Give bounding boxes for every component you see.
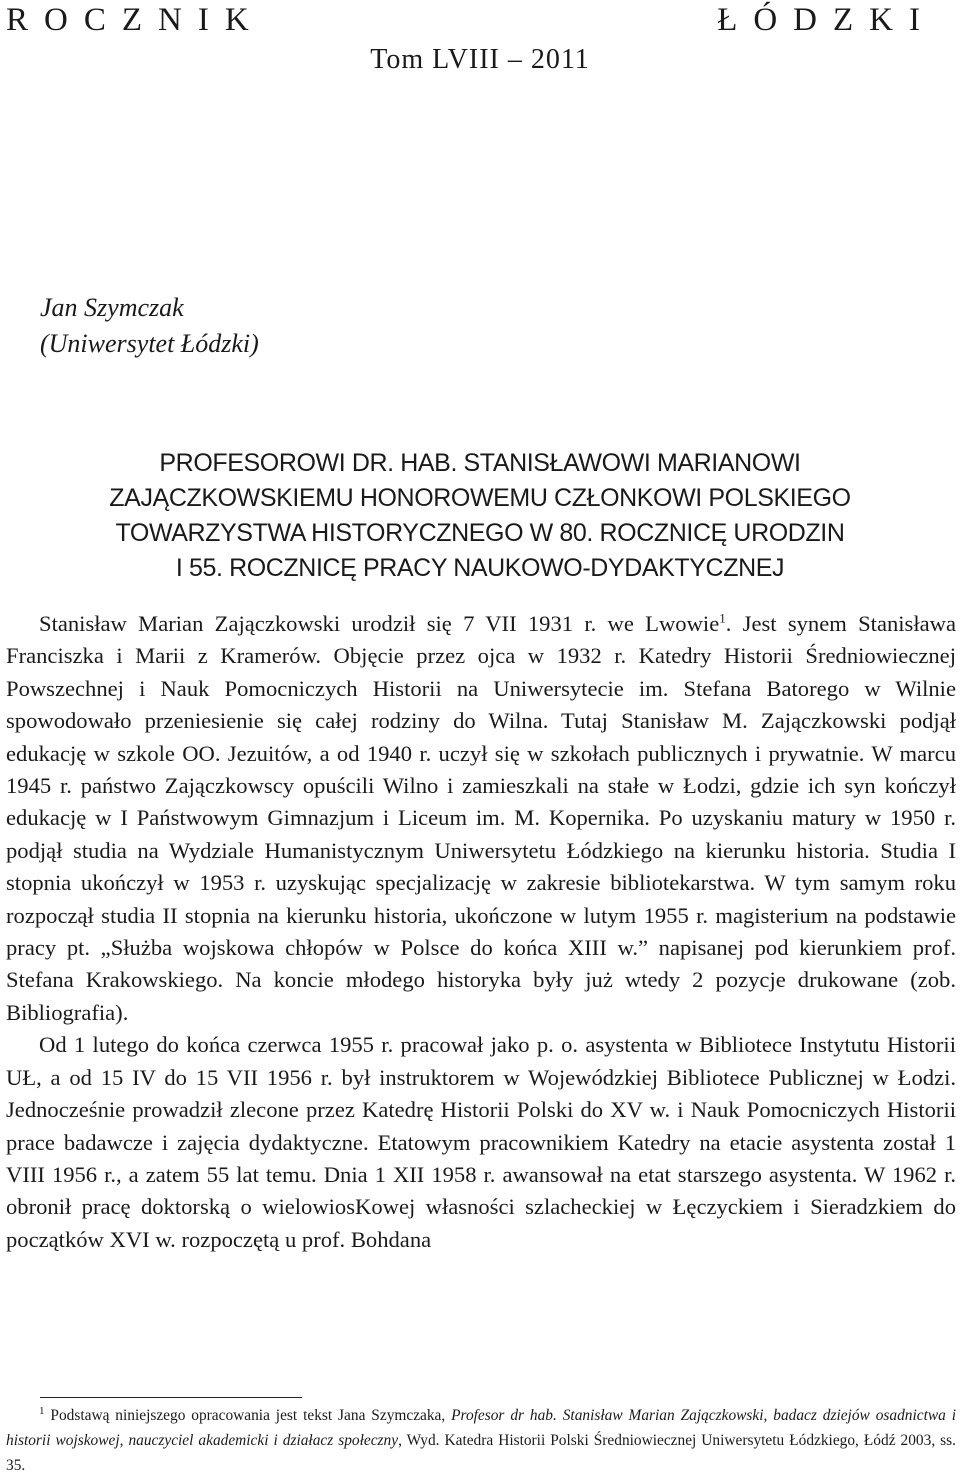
footnote-text-end: , Wyd. Katedra Historii Polski Średniowiecznej Uniwersytetu Łódzkiego, Łódź 2003, ss. 35.	[6, 1432, 956, 1474]
article-body	[6, 608, 956, 1256]
journal-title-left: ROCZNIK	[6, 2, 265, 38]
dedication-heading	[40, 446, 920, 586]
dedication-line: PROFESOROWI DR. HAB. STANISŁAWOWI MARIANOWI	[159, 449, 801, 477]
volume-line: Tom LVIII – 2011	[370, 44, 590, 75]
footnote-number: 1	[39, 1404, 45, 1417]
paragraph-1	[6, 608, 956, 1029]
footnote-divider	[40, 1397, 302, 1398]
paragraph-1-text-b: . Jest synem Stanisława Franciszka i Marii z Kramerów. Objęcie przez ojca w 1932 r. Katedry Historii Średniowiecznej Powszechnej i Nauk Pomocniczych Historii na Uniwersytecie im. Stefana Batorego w Wilnie spowodowało przeniesienie się całej rodziny do Wilna. Tutaj Stanisław M. Zajączkowski podjął edukację w szkole OO. Jezuitów, a od 1940 r. uczył się w szkołach publicznych i prywatnie. W marcu 1945 r. państwo Zajączkowscy opuścili Wilno i zamieszkali na stałe w Łodzi, gdzie ich syn kończył edukację w I Państwowym Gimnazjum i Liceum im. M. Kopernika. Po uzyskaniu matury w 1950 r. podjął studia na Wydziale Humanistycznym Uniwersytetu Łódzkiego na kierunku historia. Studia I stopnia ukończył w 1953 r. uzyskując specjalizację w zakresie bibliotekarstwa. W tym samym roku rozpoczął studia II stopnia na kierunku historia, ukończone w lutym 1955 r. magisterium na podstawie pracy pt. „Służba wojskowa chłopów w Polsce do końca XIII w.” napisanej pod kierunkiem prof. Stefana Krakowskiego. Na koncie młodego historyka były już wtedy 2 pozycje drukowane (zob. Bibliografia).	[6, 611, 956, 1025]
footnote-italic-title: Profesor dr hab. Stanisław Marian Zajączkowski, badacz dziejów osadnictwa i historii wojskowej, nauczyciel akademicki i działacz społeczny	[6, 1407, 956, 1449]
footnote-ref[interactable]: 1	[719, 610, 726, 626]
author-affiliation: (Uniwersytet Łódzki)	[40, 329, 259, 358]
journal-title-right: ŁÓDZKI	[717, 2, 936, 38]
dedication-line: I 55. ROCZNICĘ PRACY NAUKOWO-DYDAKTYCZNEJ	[175, 554, 785, 582]
footnote	[6, 1403, 956, 1478]
dedication-line: ZAJĄCZKOWSKIEMU HONOROWEMU CZŁONKOWI POLSKIEGO	[109, 484, 851, 512]
paragraph-1-text-a: Stanisław Marian Zajączkowski urodził się 7 VII 1931 r. we Lwowie	[39, 611, 720, 636]
author-name: Jan Szymczak	[40, 293, 184, 322]
paragraph-2: Od 1 lutego do końca czerwca 1955 r. pracował jako p. o. asystenta w Bibliotece Instytutu Historii UŁ, a od 15 IV do 15 VII 1956 r. był instruktorem w Wojewódzkiej Bibliotece Publicznej w Łodzi. Jednocześnie prowadził zlecone przez Katedrę Historii Polski do XV w. i Nauk Pomocniczych Historii prace badawcze i zajęcia dydaktyczne. Etatowym pracownikiem Katedry na etacie asystenta został 1 VIII 1956 r., a zatem 55 lat temu. Dnia 1 XII 1958 r. awansował na etat starszego asystenta. W 1962 r. obronił pracę doktorską o wielowiosKowej własności szlacheckiej w Łęczyckiem i Sieradzkiem do początków XVI w. rozpoczętą u prof. Bohdana	[6, 1032, 956, 1252]
footnote-text-start: Podstawą niniejszego opracowania jest tekst Jana Szymczaka,	[50, 1407, 452, 1424]
author-block	[40, 290, 259, 362]
dedication-line: TOWARZYSTWA HISTORYCZNEGO W 80. ROCZNICĘ URODZIN	[115, 519, 845, 547]
